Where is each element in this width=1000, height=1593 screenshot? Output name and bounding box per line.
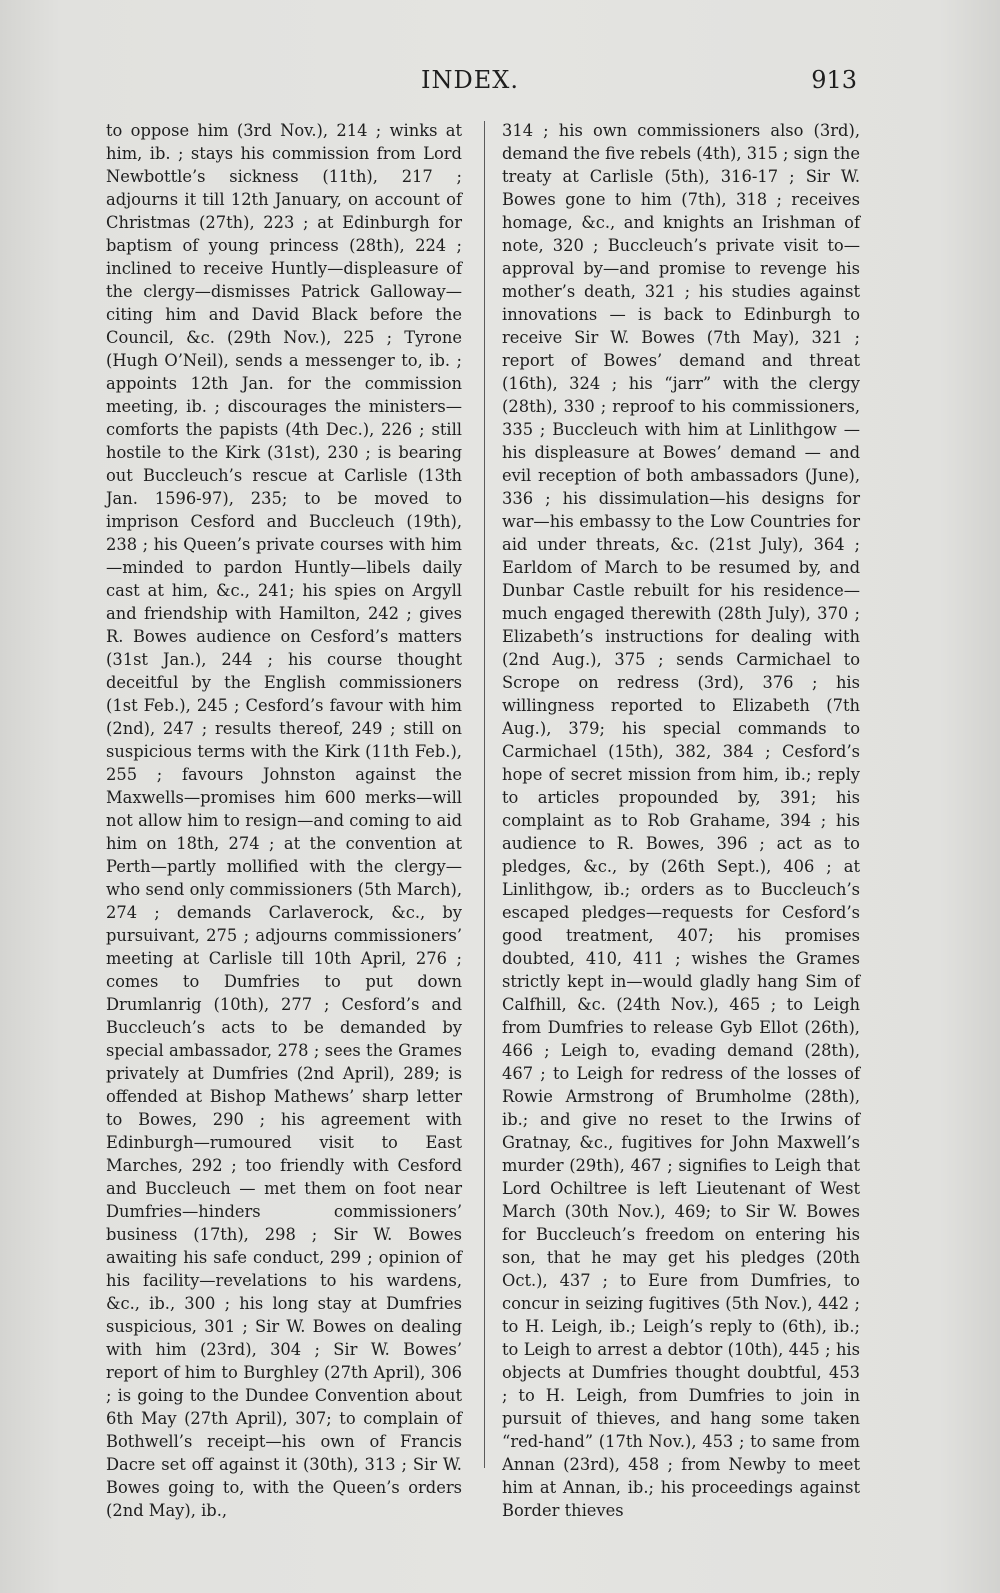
left-column [106,119,462,1522]
page-number: 913 [811,66,857,94]
right-column-text: 314 ; his own commissioners also (3rd), demand the five rebels (4th), 315 ; sign the treaty at Carlisle (5th), 316-17 ; Sir W. Bowes gone to him (7th), 318 ; receives homage, &c., and knights an Irishman of note, 320 ; Buccleuch’s private visit to—approval by—and promise to revenge his mother’s death, 321 ; his studies against innovations — is back to Edinburgh to receive Sir W. Bowes (7th May), 321 ; report of Bowes’ demand and threat (16th), 324 ; his “jarr” with the clergy (28th), 330 ; reproof to his commissioners, 335 ; Buccleuch with him at Linlithgow — his displeasure at Bowes’ demand — and evil reception of both ambassadors (June), 336 ; his dissimulation—his designs for war—his embassy to the Low Countries for aid under threats, &c. (21st July), 364 ; Earldom of March to be resumed by, and Dunbar Castle rebuilt for his residence—much engaged therewith (28th July), 370 ; Elizabeth’s instructions for dealing with (2nd Aug.), 375 ; sends Carmichael to Scrope on redress (3rd), 376 ; his willingness reported to Elizabeth (7th Aug.), 379; his special commands to Carmichael (15th), 382, 384 ; Cesford’s hope of secret mission from him, ib.; reply to articles propounded by, 391; his complaint as to Rob Grahame, 394 ; his audience to R. Bowes, 396 ; act as to pledges, &c., by (26th Sept.), 406 ; at Linlithgow, ib.; orders as to Buccleuch’s escaped pledges—requests for Cesford’s good treatment, 407; his promises doubted, 410, 411 ; wishes the Grames strictly kept in—would gladly hang Sim of Calfhill, &c. (24th Nov.), 465 ; to Leigh from Dumfries to release Gyb Ellot (26th), 466 ; Leigh to, evading demand (28th), 467 ; to Leigh for redress of the losses of Rowie Armstrong of Brumholme (28th), ib.; and give no reset to the Irwins of Gratnay, &c., fugitives for John Maxwell’s murder (29th), 467 ; signifies to Leigh that Lord Ochiltree is left Lieutenant of West March (30th Nov.), 469; to Sir W. Bowes for Buccleuch’s freedom on entering his son, that he may get his pledges (20th Oct.), 437 ; to Eure from Dumfries, to concur in seizing fugitives (5th Nov.), 442 ; to H. Leigh, ib.; Leigh’s reply to (6th), ib.; to Leigh to arrest a debtor (10th), 445 ; his objects at Dumfries thought doubtful, 453 ; to H. Leigh, from Dumfries to join in pursuit of thieves, and hang some taken “red-hand” (17th Nov.), 453 ; to same from Annan (23rd), 458 ; from Newby to meet him at Annan, ib.; his proceedings against Border thieves [502,121,860,1520]
left-column-text: to oppose him (3rd Nov.), 214 ; winks at him, ib. ; stays his commission from Lord Newbottle’s sickness (11th), 217 ; adjourns it till 12th January, on account of Christmas (27th), 223 ; at Edinburgh for baptism of young princess (28th), 224 ; inclined to receive Huntly—displeasure of the clergy—dismisses Patrick Galloway—citing him and David Black before the Council, &c. (29th Nov.), 225 ; Tyrone (Hugh O’Neil), sends a messenger to, ib. ; appoints 12th Jan. for the commission meeting, ib. ; discourages the ministers—comforts the papists (4th Dec.), 226 ; still hostile to the Kirk (31st), 230 ; is bearing out Buccleuch’s rescue at Carlisle (13th Jan. 1596-97), 235; to be moved to imprison Cesford and Buccleuch (19th), 238 ; his Queen’s private courses with him—minded to pardon Huntly—libels daily cast at him, &c., 241; his spies on Argyll and friendship with Hamilton, 242 ; gives R. Bowes audience on Cesford’s matters (31st Jan.), 244 ; his course thought deceitful by the English commissioners (1st Feb.), 245 ; Cesford’s favour with him (2nd), 247 ; results thereof, 249 ; still on suspicious terms with the Kirk (11th Feb.), 255 ; favours Johnston against the Maxwells—promises him 600 merks—will not allow him to resign—and coming to aid him on 18th, 274 ; at the convention at Perth—partly mollified with the clergy—who send only commissioners (5th March), 274 ; demands Carlaverock, &c., by pursuivant, 275 ; adjourns commissioners’ meeting at Carlisle till 10th April, 276 ; comes to Dumfries to put down Drumlanrig (10th), 277 ; Cesford’s and Buccleuch’s acts to be demanded by special ambassador, 278 ; sees the Grames privately at Dumfries (2nd April), 289; is offended at Bishop Mathews’ sharp letter to Bowes, 290 ; his agreement with Edinburgh—rumoured visit to East Marches, 292 ; too friendly with Cesford and Buccleuch — met them on foot near Dumfries—hinders commissioners’ business (17th), 298 ; Sir W. Bowes awaiting his safe conduct, 299 ; opinion of his facility—revelations to his wardens, &c., ib., 300 ; his long stay at Dumfries suspicious, 301 ; Sir W. Bowes on dealing with him (23rd), 304 ; Sir W. Bowes’ report of him to Burghley (27th April), 306 ; is going to the Dundee Convention about 6th May (27th April), 307; to complain of Bothwell’s receipt—his own of Francis Dacre set off against it (30th), 313 ; Sir W. Bowes going to, with the Queen’s orders (2nd May), ib., [106,121,462,1520]
column-divider [484,121,485,1468]
page-title: INDEX. [421,66,519,94]
running-head [0,66,1000,106]
right-column [502,119,860,1522]
